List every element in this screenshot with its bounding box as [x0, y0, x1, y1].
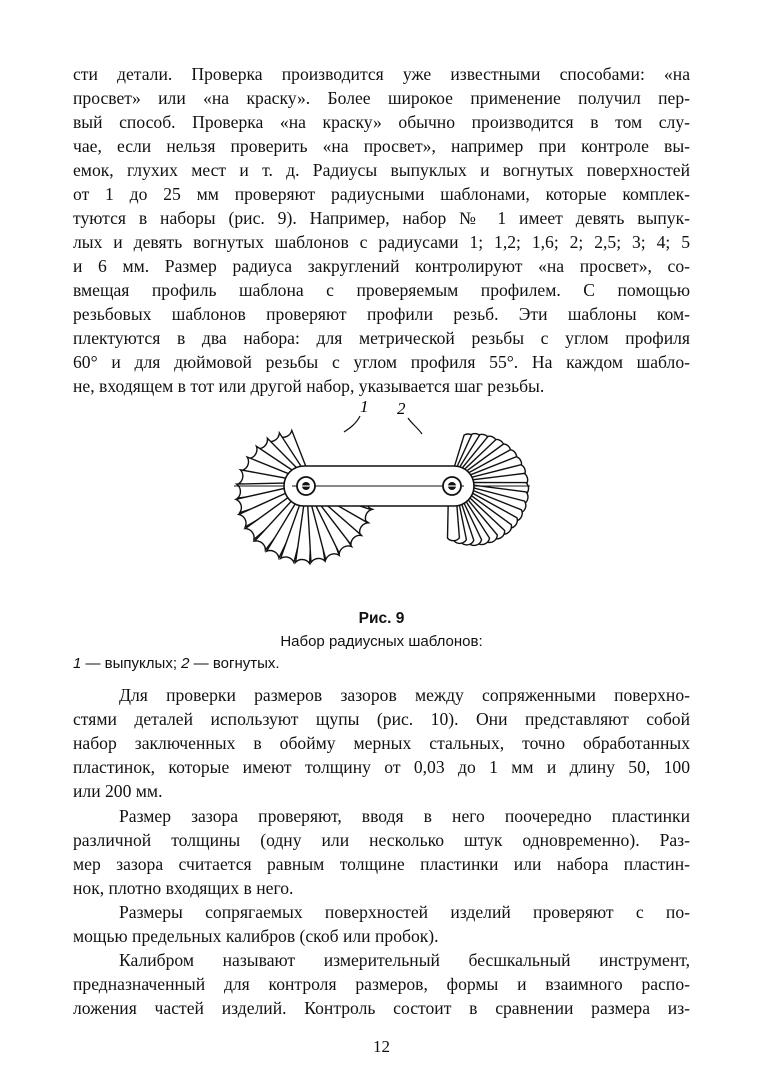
left-screw — [297, 477, 315, 495]
text-line: стями деталей используют щупы (рис. 10). Они представляют собой — [73, 709, 690, 729]
legend-number: 2 — [181, 655, 190, 672]
leader-line-1 — [344, 416, 360, 432]
text-line: просвет» или «на краску». Более широкое применение получил пер- — [73, 88, 690, 108]
text-line: различной толщины (одну или несколько штук одновременно). Раз- — [73, 830, 690, 850]
text-line: не, входящем в тот или другой набор, указывается шаг резьбы. — [73, 376, 545, 396]
legend-number: 1 — [73, 655, 82, 672]
text-line: лых и девять вогнутых шаблонов с радиусами 1; 1,2; 1,6; 2; 2,5; 3; 4; 5 — [73, 232, 690, 252]
figure-legend — [73, 654, 280, 674]
radius-templates-figure — [232, 398, 532, 573]
text-line: 60° и для дюймовой резьбы с углом профиля 55°. На каждом шабло- — [73, 352, 690, 372]
text-line: Для проверки размеров зазоров между сопряженными поверхно- — [119, 685, 690, 705]
text-line: емок, глухих мест и т. д. Радиусы выпуклых и вогнутых поверхностей — [73, 160, 690, 180]
text-line: или 200 мм. — [73, 781, 163, 801]
text-line: Калибром называют измерительный бесшкальный инструмент, — [119, 950, 690, 970]
text-line: резьбовых шаблонов проверяют профили резьб. Эти шаблоны ком- — [73, 304, 690, 324]
figure-label-1: 1 — [360, 398, 369, 416]
text-line: плектуются в два набора: для метрической резьбы с углом профиля — [73, 328, 690, 348]
figure-caption-title: Рис. 9 — [358, 610, 405, 627]
text-line: и 6 мм. Размер радиуса закруглений контролируют «на просвет», со- — [73, 256, 690, 276]
legend-text: — вогнутых. — [189, 655, 280, 672]
figure-label-2: 2 — [397, 399, 406, 418]
figure-caption-subtitle: Набор радиусных шаблонов: — [280, 633, 483, 650]
text-line: мер зазора считается равным толщине пластинки или набора пластин- — [73, 854, 690, 874]
text-line: туются в наборы (рис. 9). Например, набор № 1 имеет девять выпук- — [73, 208, 690, 228]
legend-text: — выпуклых; — [81, 655, 182, 672]
text-line: набор заключенных в обойму мерных стальных, точно обработанных — [73, 733, 690, 753]
text-line: пластинок, которые имеют толщину от 0,03 до 1 мм и длину 50, 100 — [73, 757, 690, 777]
text-line: вый способ. Проверка «на краску» обычно производится в том слу- — [73, 112, 690, 132]
leader-line-2 — [408, 418, 422, 434]
text-line: чае, если нельзя проверить «на просвет», например при контроле вы- — [73, 136, 690, 156]
page-number: 12 — [373, 1037, 390, 1056]
text-line: мощью предельных калибров (скоб или пробок). — [73, 926, 439, 946]
text-line: вмещая профиль шаблона с проверяемым профилем. С помощью — [73, 280, 690, 300]
text-line: нок, плотно входящих в него. — [73, 878, 294, 898]
text-line: Размер зазора проверяют, вводя в него поочередно пластинки — [119, 806, 690, 826]
text-line: ложения частей изделий. Контроль состоит в сравнении размера из- — [73, 998, 690, 1018]
text-line: сти детали. Проверка производится уже известными способами: «на — [73, 64, 690, 84]
text-line: от 1 до 25 мм проверяют радиусными шаблонами, которые комплек- — [73, 184, 690, 204]
text-line: Размеры сопрягаемых поверхностей изделий проверяют с по- — [119, 902, 690, 922]
text-line: предназначенный для контроля размеров, формы и взаимного распо- — [73, 974, 690, 994]
right-screw — [443, 477, 461, 495]
